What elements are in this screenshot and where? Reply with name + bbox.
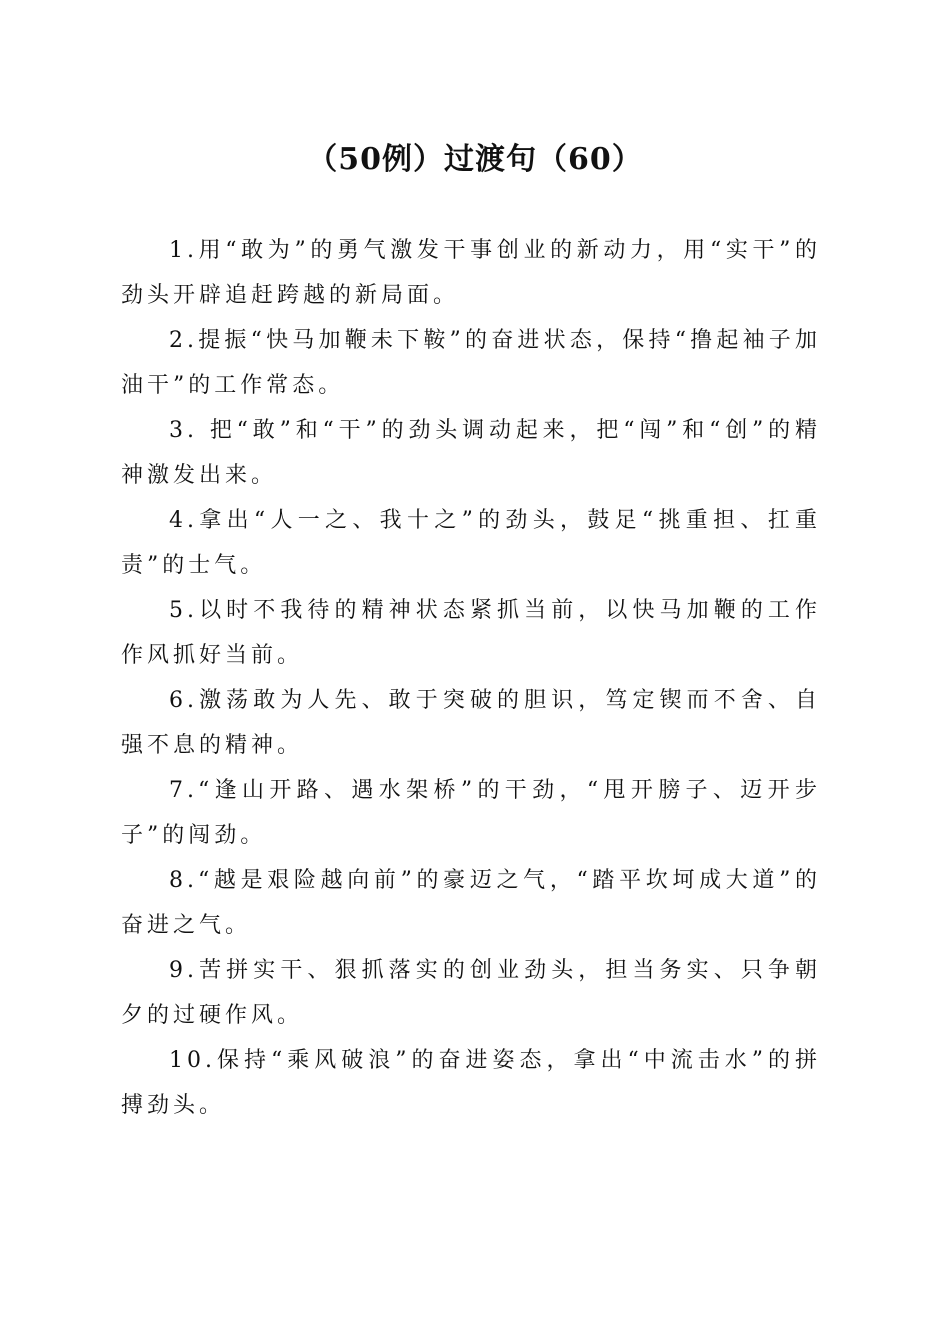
paragraph-6: 6.激荡敢为人先、敢于突破的胆识，笃定锲而不舍、自强不息的精神。 <box>121 688 821 758</box>
paragraph-3: 3. 把“敢”和“干”的劲头调动起来，把“闯”和“创”的精神激发出来。 <box>121 418 821 488</box>
document-body <box>121 228 821 1128</box>
document-title: （50例）过渡句（60） <box>307 142 643 177</box>
paragraph-8: 8.“越是艰险越向前”的豪迈之气，“踏平坎坷成大道”的奋进之气。 <box>121 868 821 938</box>
paragraph-5: 5.以时不我待的精神状态紧抓当前，以快马加鞭的工作作风抓好当前。 <box>121 598 821 668</box>
paragraph-10: 10.保持“乘风破浪”的奋进姿态，拿出“中流击水”的拼搏劲头。 <box>121 1048 821 1118</box>
paragraph-1: 1.用“敢为”的勇气激发干事创业的新动力，用“实干”的劲头开辟追赶跨越的新局面。 <box>121 238 821 308</box>
paragraph-7: 7.“逢山开路、遇水架桥”的干劲，“甩开膀子、迈开步子”的闯劲。 <box>121 778 821 848</box>
paragraph-2: 2.提振“快马加鞭未下鞍”的奋进状态，保持“撸起袖子加油干”的工作常态。 <box>121 328 821 398</box>
paragraph-9: 9.苦拼实干、狠抓落实的创业劲头，担当务实、只争朝夕的过硬作风。 <box>121 958 821 1028</box>
paragraph-4: 4.拿出“人一之、我十之”的劲头，鼓足“挑重担、扛重责”的士气。 <box>121 508 821 578</box>
